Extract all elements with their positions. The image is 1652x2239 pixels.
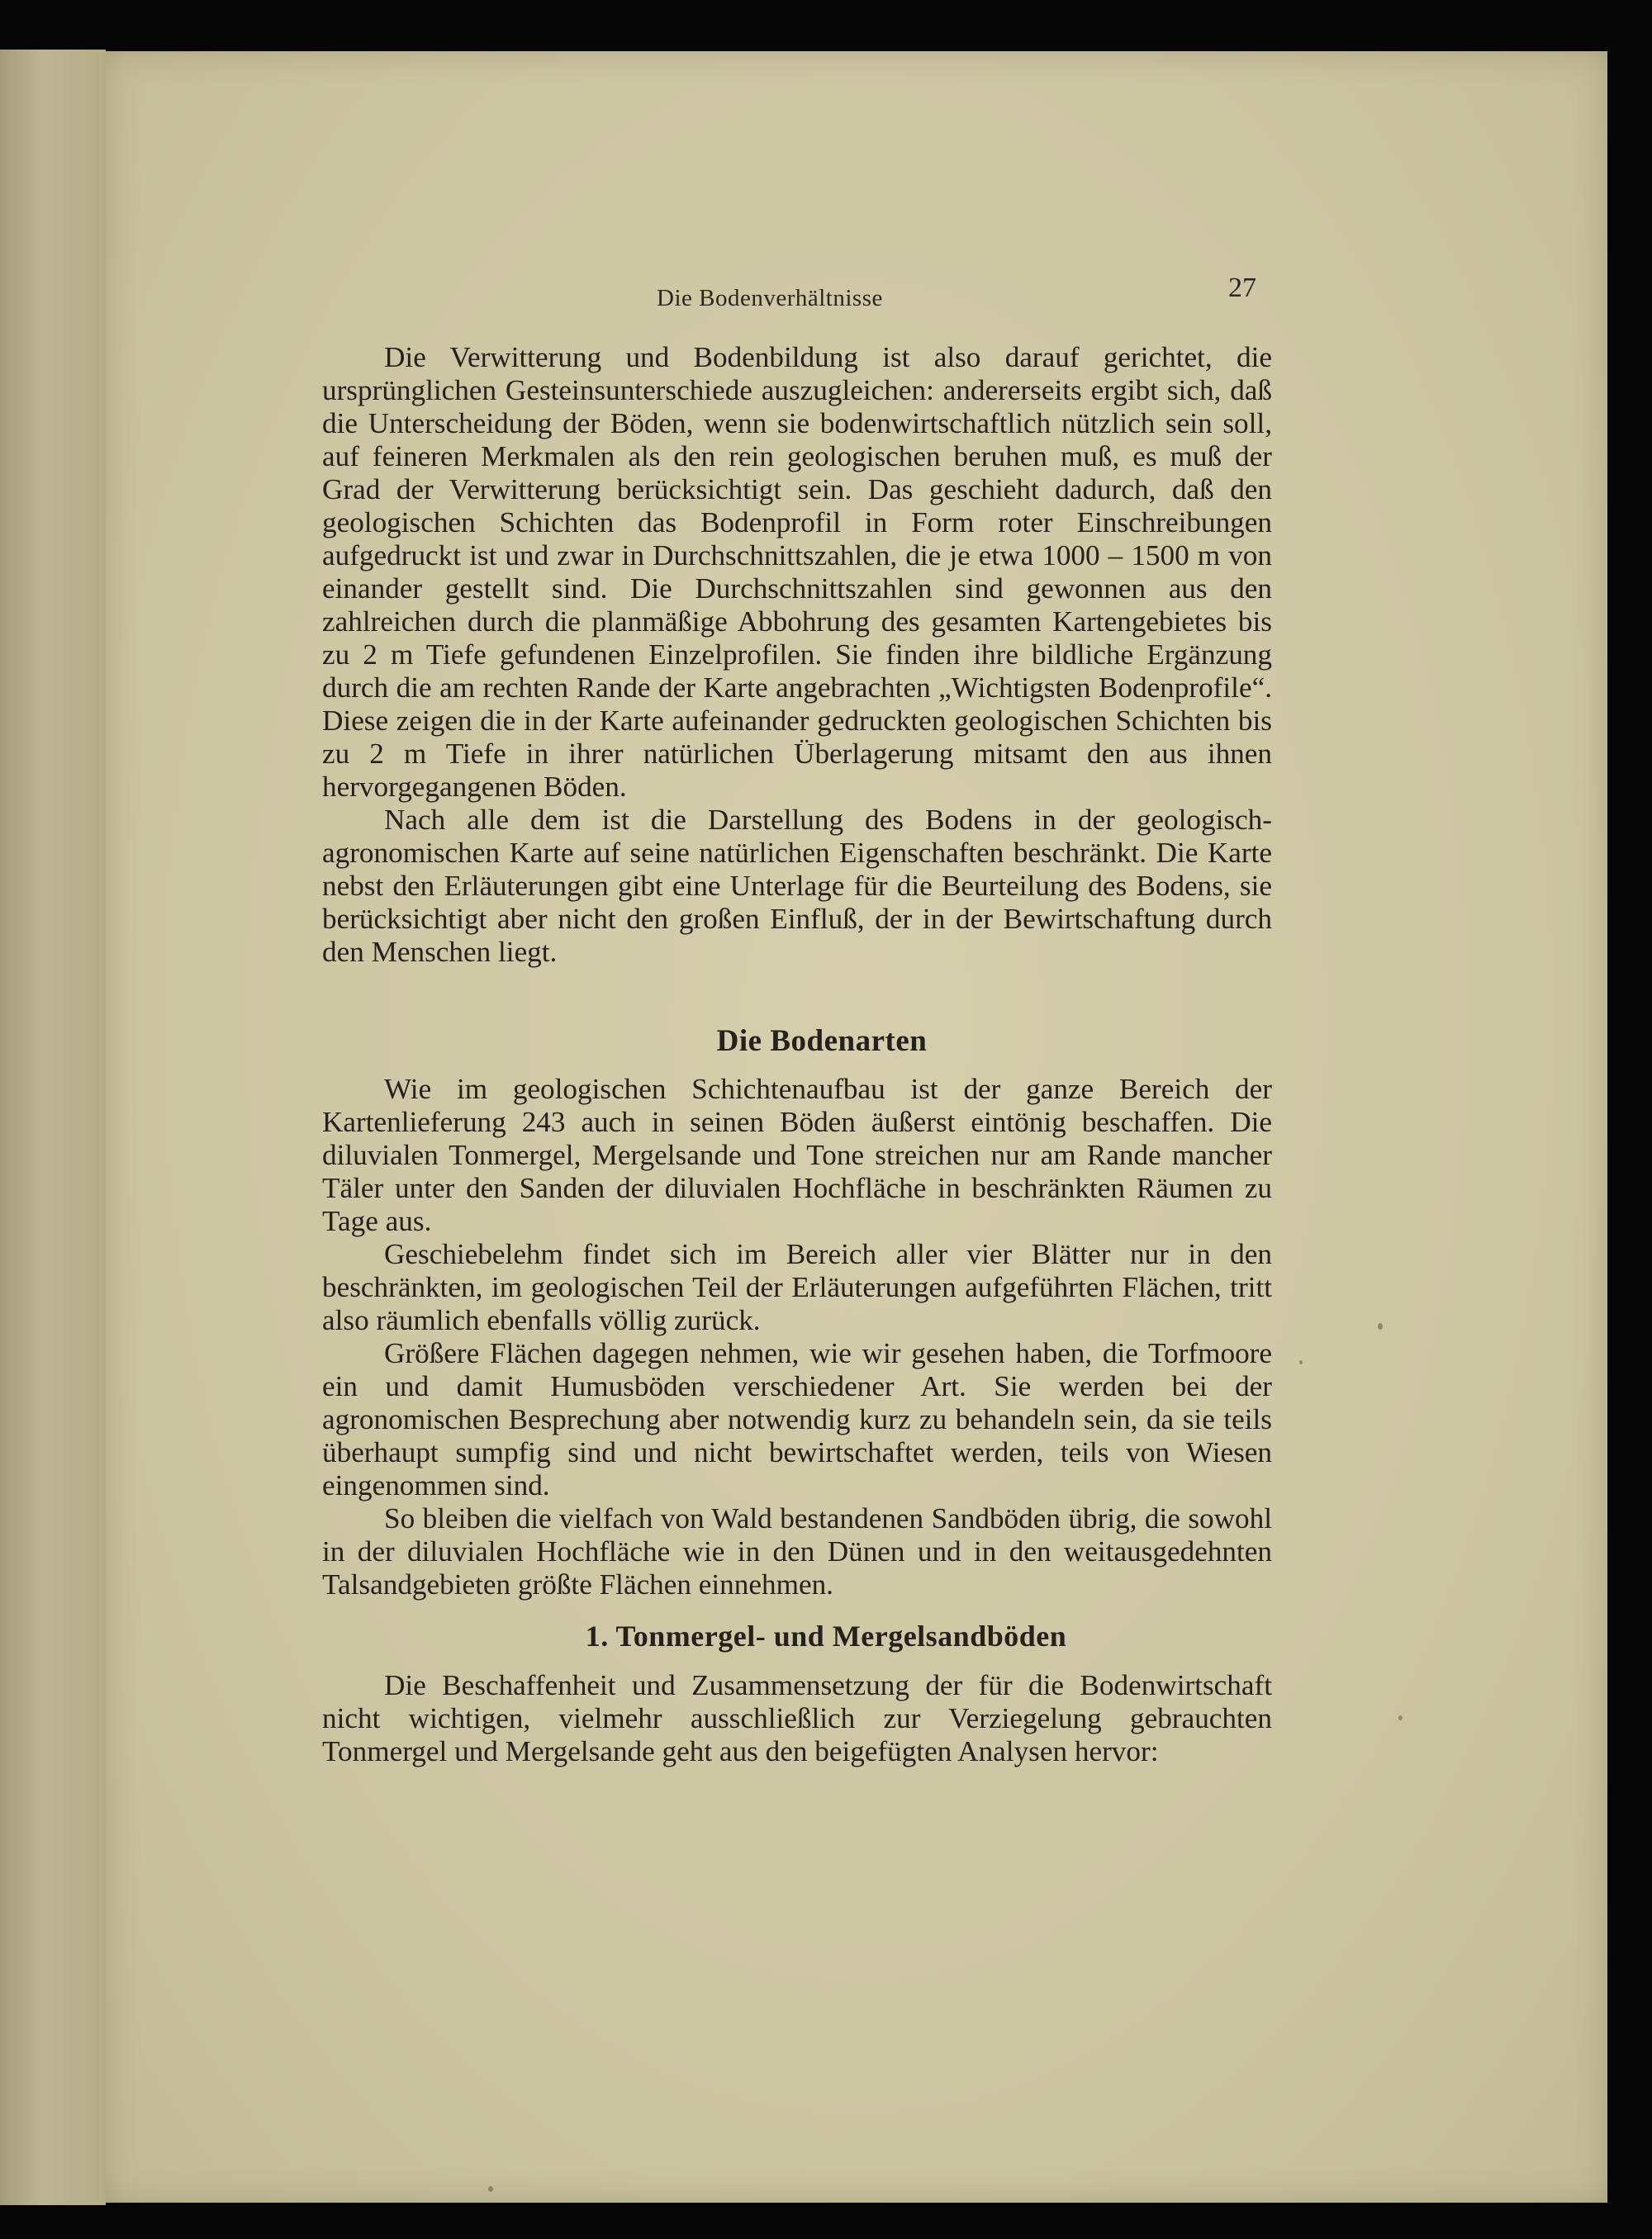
paper-speck <box>1299 1360 1303 1364</box>
paragraph: Nach alle dem ist die Darstellung des Bodens in der geologisch-agronomischen Karte auf seine natürlichen Eigenschaften beschränkt. Die Karte nebst den Erläuterungen gibt eine Unterlage für die Beurteilung des Bodens, sie berücksichtigt aber nicht den großen Einfluß, der in der Bewirtschaftung durch den Menschen liegt. <box>322 804 1272 968</box>
paper-speck <box>488 2186 493 2192</box>
previous-page-edge <box>0 50 106 2205</box>
paragraph: Die Beschaffenheit und Zusammensetzung der für die Bodenwirtschaft nicht wichtigen, vielmehr ausschließlich zur Verziegelung gebrauchten Tonmergel und Mergelsande geht aus den beigefügten Analysen hervor: <box>322 1669 1272 1767</box>
subsection-heading: 1. Tonmergel- und Mergelsandböden <box>585 1620 1067 1653</box>
paper-speck <box>1398 1715 1403 1720</box>
paragraph: Wie im geologischen Schichtenaufbau ist der ganze Bereich der Kartenlieferung 243 auch in seinen Böden äußerst eintönig beschaffen. Die diluvialen Tonmergel, Mergelsande und Tone streichen nur am Rande mancher Täler unter den Sanden der diluvialen Hochfläche in beschränkten Räumen zu Tage aus. <box>322 1073 1272 1237</box>
page-number: 27 <box>1228 273 1256 303</box>
section-heading: Die Bodenarten <box>716 1024 928 1058</box>
paragraph: Die Verwitterung und Bodenbildung ist also darauf gerichtet, die ursprünglichen Gesteinsunterschiede auszugleichen: andererseits ergibt sich, daß die Unterscheidung der Böden, wenn sie bodenwirtschaftlich nützlich sein soll, auf feineren Merkmalen als den rein geologischen beruhen muß, es muß der Grad der Verwitterung berücksichtigt sein. Das geschieht dadurch, daß den geologischen Schichten das Bodenprofil in Form roter Einschreibungen aufgedruckt ist und zwar in Durchschnittszahlen, die je etwa 1000 – 1500 m von einander gestellt sind. Die Durchschnittszahlen sind gewonnen aus den zahlreichen durch die planmäßige Abbohrung des gesamten Kartengebietes bis zu 2 m Tiefe gefundenen Einzelprofilen. Sie finden ihre bildliche Ergänzung durch die am rechten Rande der Karte angebrachten „Wichtigsten Bodenprofile“. Diese zeigen die in der Karte aufeinander gedruckten geologischen Schichten bis zu 2 m Tiefe in ihrer natürlichen Überlagerung mitsamt den aus ihnen hervorgegangenen Böden. <box>322 341 1272 803</box>
paragraph: Größere Flächen dagegen nehmen, wie wir gesehen haben, die Torfmoore ein und damit Humusböden verschiedener Art. Sie werden bei der agronomischen Besprechung aber notwendig kurz zu behandeln sein, da sie teils überhaupt sumpfig sind und nicht bewirtschaftet werden, teils von Wiesen eingenommen sind. <box>322 1337 1272 1501</box>
paper-speck <box>1378 1323 1383 1330</box>
running-head: Die Bodenverhältnisse <box>657 285 883 311</box>
body-text <box>322 341 1272 1768</box>
paragraph: Geschiebelehm findet sich im Bereich aller vier Blätter nur in den beschränkten, im geologischen Teil der Erläuterungen aufgeführten Flächen, tritt also räumlich ebenfalls völlig zurück. <box>322 1238 1272 1336</box>
paragraph: So bleiben die vielfach von Wald bestandenen Sandböden übrig, die sowohl in der diluvialen Hochfläche wie in den Dünen und in den weitausgedehnten Talsandgebieten größte Flächen einnehmen. <box>322 1502 1272 1601</box>
